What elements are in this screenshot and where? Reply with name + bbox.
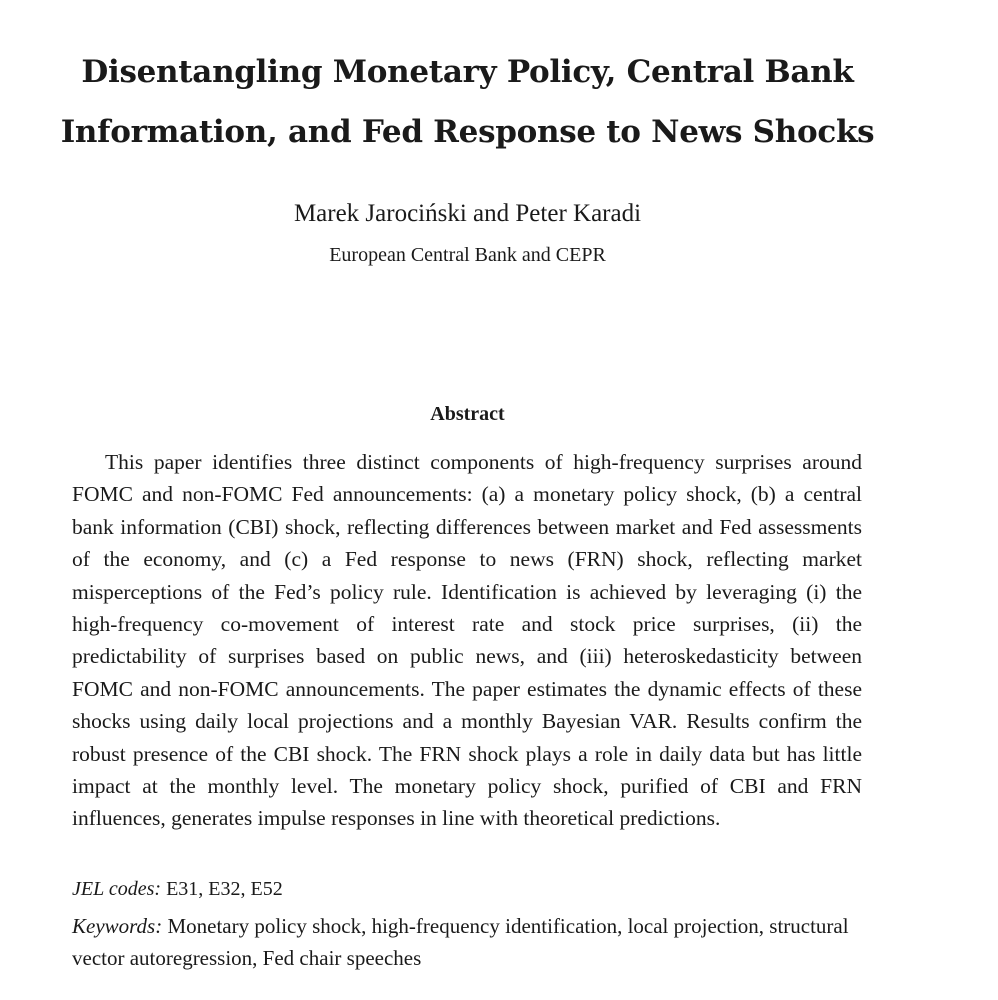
abstract-body: This paper identifies three distinct components of high-frequency surprises around FOMC and non-FOMC Fed announcements: (a) a monetary policy shock, (b) a central bank information (CBI) shock, reflecting differences between market and Fed assessments of the economy, and (c) a Fed response to news (FRN) shock, reflecting market misperceptions of the Fed’s policy rule. Identification is achieved by leveraging (i) the high-frequency co-movement of interest rate and stock price surprises, (ii) the predictability of surprises based on public news, and (iii) heteroskedasticity between FOMC and non-FOMC announcements. The paper estimates the dynamic effects of these shocks using daily local projections and a monthly Bayesian VAR. Results confirm the robust presence of the CBI shock. The FRN shock plays a role in daily data but has little impact at the monthly level. The monetary policy shock, purified of CBI and FRN influences, generates impulse responses in line with theoretical predictions. [72,450,862,831]
title-line-2: Information, and Fed Response to News Shocks [60,114,875,150]
title-line-1: Disentangling Monetary Policy, Central Bank [81,54,854,90]
abstract-heading: Abstract [430,403,505,425]
jel-codes [72,874,872,904]
keywords [72,910,867,974]
keywords-label: Keywords: [72,914,163,938]
affiliation: European Central Bank and CEPR [329,244,606,266]
jel-values: E31, E32, E52 [166,878,283,900]
authors: Marek Jarociński and Peter Karadi [293,200,642,227]
keywords-values: Monetary policy shock, high-frequency identification, local projection, structural vector autoregression, Fed chair speeches [72,914,849,970]
paper-title [20,42,915,162]
jel-label: JEL codes: [72,878,162,900]
